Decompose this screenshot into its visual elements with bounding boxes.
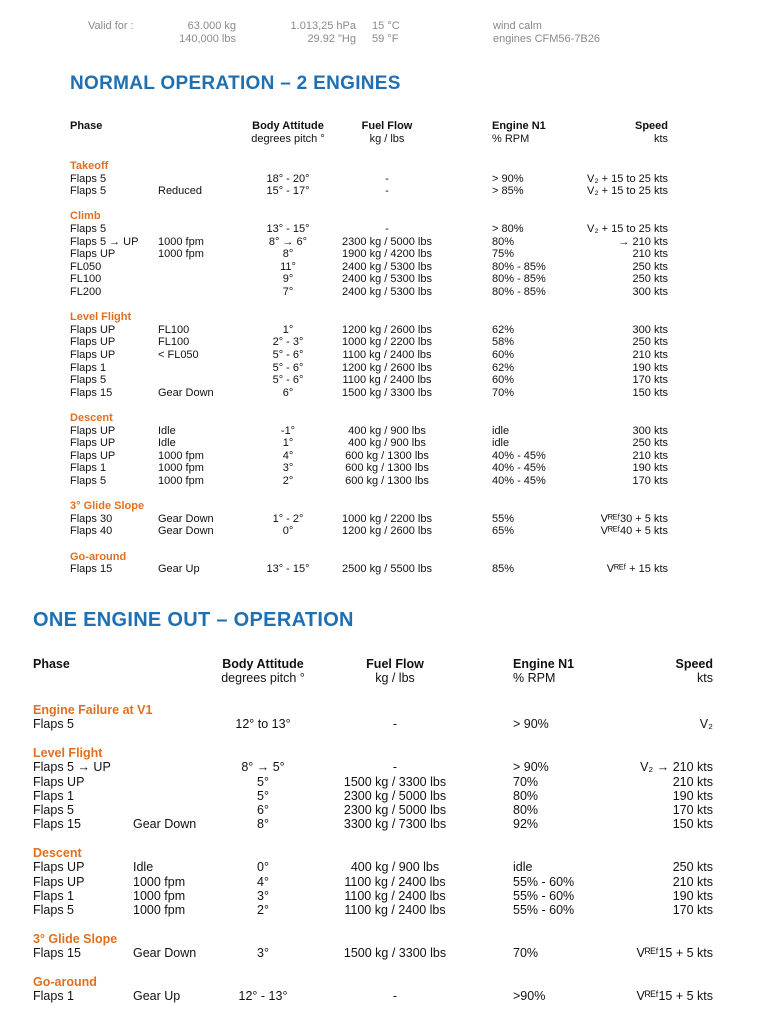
row-n1: 85%	[492, 563, 515, 576]
row-speed: 150 kts	[632, 386, 668, 399]
row-fuel: 1200 kg / 2600 lbs	[342, 525, 432, 538]
row-attitude: 2° - 3°	[272, 336, 304, 349]
row-speed: Vᴿᴱᶠ30 + 5 kts	[600, 512, 668, 525]
row-mode: Gear Down	[158, 512, 214, 525]
row-attitude: 13° - 15°	[266, 563, 310, 576]
row-attitude: -1°	[280, 424, 296, 437]
row-fuel: 400 kg / 900 lbs	[348, 424, 426, 437]
row-fuel: 1200 kg / 2600 lbs	[342, 323, 432, 336]
row-config: FL100	[70, 273, 102, 286]
row-config: Flaps 5	[70, 223, 107, 235]
row-attitude: 4°	[282, 449, 294, 462]
row-n1: 80%	[513, 803, 539, 818]
weight-lbs: 140,000 lbs	[179, 33, 236, 45]
row-fuel: 600 kg / 1300 lbs	[345, 475, 429, 487]
row-n1: 75%	[492, 248, 515, 261]
row-fuel: 600 kg / 1300 lbs	[345, 462, 429, 475]
row-mode: Gear Down	[158, 525, 214, 538]
row-fuel: -	[392, 989, 398, 1003]
header-n1: Engine N1	[513, 657, 575, 671]
row-speed: 210 kts	[632, 349, 668, 361]
row-attitude: 4°	[257, 874, 269, 889]
row-config: Flaps UP	[33, 860, 85, 875]
row-config: Flaps 15	[70, 563, 113, 576]
row-n1: 40% - 45%	[492, 475, 546, 487]
row-n1: 55% - 60%	[513, 903, 575, 918]
row-attitude: 1°	[282, 437, 294, 450]
row-attitude: 5°	[257, 788, 269, 803]
row-mode: Idle	[158, 424, 176, 437]
row-n1: 80%	[513, 788, 539, 803]
row-speed: 250 kts	[672, 860, 713, 875]
header-n1-sub: % RPM	[492, 132, 530, 145]
row-n1: 80% - 85%	[492, 273, 546, 286]
group-heading: Level Flight	[70, 311, 132, 324]
row-fuel: 2500 kg / 5500 lbs	[342, 563, 432, 576]
row-mode: Gear Up	[158, 563, 200, 576]
one-engine-out-title: ONE ENGINE OUT – OPERATION	[33, 609, 354, 631]
group-heading: Descent	[33, 846, 82, 860]
row-fuel: -	[385, 185, 389, 198]
row-n1: > 85%	[492, 185, 524, 198]
row-speed: 190 kts	[672, 788, 713, 803]
row-fuel: 2400 kg / 5300 lbs	[342, 260, 432, 273]
row-mode: FL100	[158, 323, 190, 336]
row-speed: Vᴿᴱᶠ40 + 5 kts	[600, 525, 668, 538]
row-config: Flaps UP	[70, 437, 116, 450]
row-mode: 1000 fpm	[158, 462, 204, 475]
row-n1: 70%	[513, 774, 539, 789]
row-speed: 210 kts	[632, 449, 668, 462]
row-n1: 70%	[513, 946, 539, 961]
row-speed: 210 kts	[672, 774, 713, 789]
row-config: Flaps UP	[70, 323, 116, 336]
row-mode: 1000 fpm	[158, 475, 204, 487]
row-fuel: 1900 kg / 4200 lbs	[342, 248, 432, 261]
row-speed: 300 kts	[632, 424, 668, 437]
row-fuel: 1000 kg / 2200 lbs	[342, 336, 432, 349]
group-heading: Go-around	[33, 974, 97, 989]
row-attitude: 6°	[282, 386, 294, 399]
row-n1: 80% - 85%	[492, 286, 546, 298]
row-speed: 250 kts	[632, 437, 668, 450]
row-mode: Idle	[133, 860, 154, 875]
row-attitude: 8° → 5°	[241, 760, 285, 775]
row-n1: >90%	[513, 989, 546, 1003]
header-attitude-sub: degrees pitch °	[221, 671, 305, 686]
row-mode: 1000 fpm	[133, 903, 186, 918]
group-heading: Go-around	[70, 550, 127, 563]
row-mode: Gear Down	[158, 386, 214, 399]
row-config: Flaps 5	[70, 475, 107, 487]
row-speed: 210 kts	[672, 874, 713, 889]
row-attitude: 7°	[282, 286, 294, 298]
pressure-hpa: 1.013,25 hPa	[290, 20, 356, 32]
row-fuel: 2300 kg / 5000 lbs	[343, 788, 447, 803]
group-heading: Descent	[70, 412, 113, 424]
row-n1: 62%	[492, 323, 515, 336]
row-n1: 40% - 45%	[492, 449, 546, 462]
row-fuel: 1500 kg / 3300 lbs	[342, 386, 432, 399]
row-speed: 250 kts	[632, 260, 668, 273]
row-attitude: 1°	[282, 323, 294, 336]
row-fuel: 1100 kg / 2400 lbs	[342, 374, 432, 387]
header-fuel-sub: kg / lbs	[369, 132, 405, 145]
row-config: Flaps 5	[33, 717, 74, 732]
row-speed: 170 kts	[632, 475, 668, 487]
row-fuel: 1000 kg / 2200 lbs	[342, 512, 432, 525]
row-mode: 1000 fpm	[158, 248, 204, 261]
row-mode: Idle	[158, 437, 176, 450]
temp-c: 15 °C	[372, 20, 400, 32]
row-mode: 1000 fpm	[158, 235, 204, 248]
row-config: Flaps 5	[70, 185, 107, 198]
row-mode: Gear Down	[133, 817, 197, 832]
header-speed-sub: kts	[697, 671, 713, 686]
row-config: Flaps 30	[70, 512, 113, 525]
row-speed: V₂ + 15 to 25 kts	[586, 223, 668, 235]
header-speed: Speed	[675, 657, 713, 671]
header-phase: Phase	[70, 120, 103, 132]
row-config: Flaps 15	[33, 946, 81, 961]
valid-for-label: Valid for :	[88, 20, 134, 32]
row-config: Flaps UP	[70, 424, 116, 437]
row-attitude: 2°	[282, 475, 294, 487]
row-attitude: 8°	[257, 817, 269, 832]
row-fuel: 1100 kg / 2400 lbs	[344, 888, 446, 903]
row-config: Flaps 1	[70, 462, 107, 475]
row-speed: Vᴿᴱᶠ15 + 5 kts	[636, 989, 713, 1003]
row-fuel: 3300 kg / 7300 lbs	[343, 817, 447, 832]
row-attitude: 15° - 17°	[266, 185, 310, 198]
row-n1: > 90%	[513, 717, 549, 732]
row-mode: FL100	[158, 336, 190, 349]
header-n1: Engine N1	[492, 120, 546, 132]
validity-header	[0, 0, 768, 50]
row-speed: 300 kts	[632, 286, 668, 298]
row-attitude: 8°	[282, 248, 294, 261]
engines-label: engines CFM56-7B26	[493, 33, 601, 45]
row-fuel: 2400 kg / 5300 lbs	[342, 273, 432, 286]
row-mode: Gear Down	[133, 946, 197, 961]
header-attitude: Body Attitude	[222, 657, 304, 671]
row-config: Flaps UP	[33, 774, 85, 789]
row-config: Flaps 1	[33, 888, 74, 903]
row-n1: 60%	[492, 349, 515, 361]
row-config: Flaps 5	[70, 172, 107, 185]
row-attitude: 12° to 13°	[235, 717, 291, 732]
row-attitude: 5° - 6°	[272, 349, 304, 361]
row-speed: 250 kts	[632, 336, 668, 349]
row-speed: V₂ + 15 to 25 kts	[586, 172, 668, 185]
row-config: Flaps 5 → UP	[70, 235, 139, 248]
row-n1: 55% - 60%	[513, 888, 575, 903]
header-speed: Speed	[634, 120, 668, 132]
header-n1-sub: % RPM	[513, 671, 556, 686]
row-fuel: -	[385, 172, 389, 185]
row-config: Flaps 1	[33, 788, 74, 803]
row-config: Flaps 5	[70, 374, 107, 387]
row-config: FL050	[70, 260, 102, 273]
row-n1: 65%	[492, 525, 515, 538]
row-n1: 58%	[492, 336, 515, 349]
row-attitude: 1° - 2°	[272, 512, 304, 525]
row-attitude: 0°	[257, 860, 269, 875]
row-mode: Reduced	[158, 185, 203, 198]
row-speed: → 210 kts	[618, 235, 668, 248]
row-config: Flaps 5	[33, 903, 74, 918]
group-heading: 3° Glide Slope	[33, 931, 118, 946]
row-config: FL200	[70, 286, 102, 298]
row-attitude: 5°	[257, 774, 269, 789]
row-fuel: 1100 kg / 2400 lbs	[344, 874, 446, 889]
row-config: Flaps 5 → UP	[33, 760, 111, 775]
row-attitude: 6°	[257, 803, 269, 818]
group-heading: Climb	[70, 210, 101, 223]
row-mode: 1000 fpm	[158, 449, 204, 462]
header-attitude-sub: degrees pitch °	[251, 132, 325, 145]
header-phase: Phase	[33, 657, 70, 671]
row-fuel: 1100 kg / 2400 lbs	[344, 903, 446, 918]
row-speed: V₂ → 210 kts	[640, 760, 713, 775]
row-attitude: 2°	[257, 903, 269, 918]
row-attitude: 0°	[282, 525, 294, 538]
row-speed: 250 kts	[632, 273, 668, 286]
pressure-hg: 29.92 "Hg	[307, 33, 356, 45]
row-fuel: -	[392, 760, 398, 775]
weight-kg: 63.000 kg	[187, 20, 236, 32]
row-attitude: 3°	[257, 946, 269, 961]
header-fuel-sub: kg / lbs	[375, 671, 415, 686]
row-attitude: 9°	[282, 273, 294, 286]
row-fuel: -	[385, 223, 389, 235]
row-fuel: 2400 kg / 5300 lbs	[342, 286, 432, 298]
row-config: Flaps UP	[70, 336, 116, 349]
row-speed: 190 kts	[632, 361, 668, 374]
row-speed: 190 kts	[672, 888, 713, 903]
row-n1: 60%	[492, 374, 515, 387]
row-speed: 210 kts	[632, 248, 668, 261]
row-mode: Gear Up	[133, 989, 181, 1003]
group-heading: Engine Failure at V1	[33, 703, 153, 717]
row-speed: 190 kts	[632, 462, 668, 475]
row-speed: V₂	[699, 717, 713, 732]
row-config: Flaps UP	[33, 874, 85, 889]
row-fuel: 400 kg / 900 lbs	[350, 860, 440, 875]
row-mode: < FL050	[158, 349, 199, 361]
row-speed: Vᴿᴱᶠ + 15 kts	[606, 563, 668, 576]
row-fuel: 1200 kg / 2600 lbs	[342, 361, 432, 374]
row-speed: 170 kts	[672, 903, 713, 918]
row-config: Flaps 15	[70, 386, 113, 399]
row-n1: 80% - 85%	[492, 260, 546, 273]
row-n1: idle	[513, 860, 533, 875]
header-speed-sub: kts	[653, 132, 668, 145]
row-n1: 55%	[492, 512, 515, 525]
row-config: Flaps UP	[70, 449, 116, 462]
row-n1: idle	[492, 437, 510, 450]
row-n1: 70%	[492, 386, 515, 399]
row-fuel: 1500 kg / 3300 lbs	[343, 946, 447, 961]
row-config: Flaps 40	[70, 525, 113, 538]
row-n1: 40% - 45%	[492, 462, 546, 475]
row-mode: 1000 fpm	[133, 874, 186, 889]
row-attitude: 3°	[257, 888, 269, 903]
row-attitude: 13° - 15°	[266, 223, 310, 235]
row-fuel: -	[392, 717, 398, 732]
row-config: Flaps 1	[33, 989, 74, 1003]
row-config: Flaps 15	[33, 817, 81, 832]
row-fuel: 1500 kg / 3300 lbs	[343, 774, 447, 789]
row-attitude: 8° → 6°	[268, 235, 308, 248]
row-n1: 62%	[492, 361, 515, 374]
row-fuel: 2300 kg / 5000 lbs	[342, 235, 432, 248]
row-attitude: 5° - 6°	[272, 361, 304, 374]
row-speed: 170 kts	[672, 803, 713, 818]
row-fuel: 1100 kg / 2400 lbs	[342, 349, 432, 361]
row-n1: > 90%	[492, 172, 524, 185]
group-heading: Level Flight	[33, 745, 103, 760]
row-attitude: 11°	[280, 260, 296, 273]
row-attitude: 5° - 6°	[272, 374, 304, 387]
row-attitude: 3°	[282, 462, 294, 475]
header-fuel: Fuel Flow	[366, 657, 424, 671]
row-fuel: 400 kg / 900 lbs	[348, 437, 426, 450]
row-speed: Vᴿᴱᶠ15 + 5 kts	[636, 946, 713, 961]
row-attitude: 18° - 20°	[266, 172, 310, 185]
group-heading: 3° Glide Slope	[70, 500, 145, 513]
wind-label: wind calm	[493, 20, 542, 32]
row-n1: 55% - 60%	[513, 874, 575, 889]
header-attitude: Body Attitude	[252, 120, 324, 132]
header-fuel: Fuel Flow	[361, 120, 413, 132]
row-attitude: 12° - 13°	[238, 989, 288, 1003]
group-heading: Takeoff	[70, 160, 109, 172]
row-speed: V₂ + 15 to 25 kts	[586, 185, 668, 198]
normal-operation-title: NORMAL OPERATION – 2 ENGINES	[70, 73, 401, 94]
row-speed: 300 kts	[632, 323, 668, 336]
row-config: Flaps 1	[70, 361, 107, 374]
row-n1: > 90%	[513, 760, 549, 775]
temp-f: 59 °F	[372, 33, 399, 45]
row-n1: idle	[492, 424, 510, 437]
row-n1: 80%	[492, 235, 515, 248]
row-speed: 170 kts	[632, 374, 668, 387]
row-config: Flaps 5	[33, 803, 74, 818]
row-n1: > 80%	[492, 223, 524, 235]
row-fuel: 2300 kg / 5000 lbs	[343, 803, 447, 818]
row-fuel: 600 kg / 1300 lbs	[345, 449, 429, 462]
row-config: Flaps UP	[70, 349, 116, 361]
row-config: Flaps UP	[70, 248, 116, 261]
row-mode: 1000 fpm	[133, 888, 186, 903]
row-n1: 92%	[513, 817, 539, 832]
row-speed: 150 kts	[672, 817, 713, 832]
